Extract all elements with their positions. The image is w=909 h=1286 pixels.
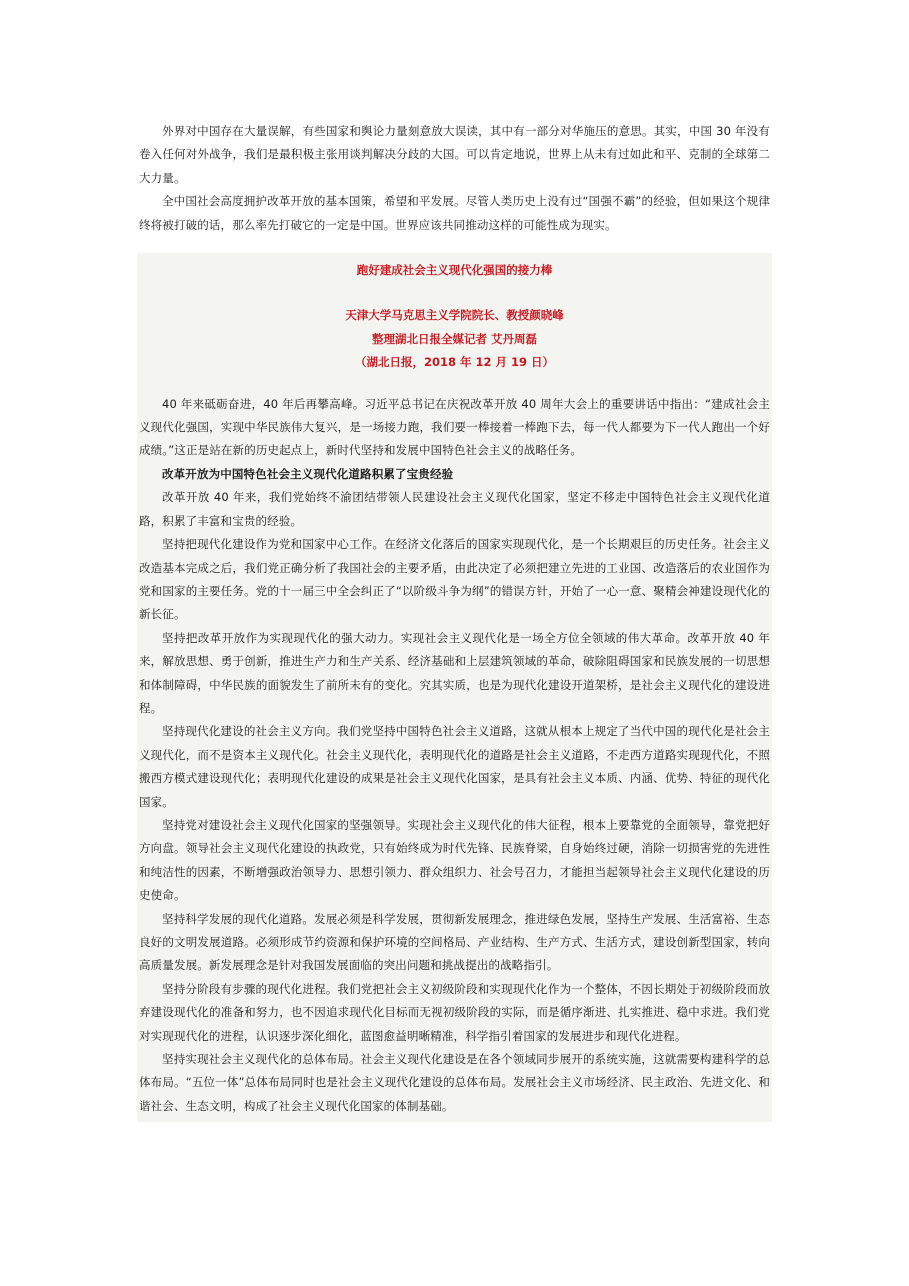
paragraph: 坚持把改革开放作为实现现代化的强大动力。实现社会主义现代化是一场全方位全领域的伟大革命。改革开放 40 年来，解放思想、勇于创新，推进生产力和生产关系、经济基础和上层建筑领域的革命，破除阻碍国家和民族发展的一切思想和体制障碍，中华民族的面貌发生了前所未有的变化。究其实质，也是为现代化建设开道架桥，是社会主义现代化的建设进程。 bbox=[139, 630, 770, 715]
article-intro: 40 年来砥砺奋进，40 年后再攀高峰。习近平总书记在庆祝改革开放 40 周年大会上的重要讲话中指出：“建成社会主义现代化强国，实现中华民族伟大复兴，是一场接力跑，我们要一棒接着一棒跑下去，每一代人都要为下一代人跑出一个好成绩。”这正是站在新的历史起点上，新时代坚持和发展中国特色社会主义的战略任务。 bbox=[139, 396, 770, 458]
article-section bbox=[137, 253, 772, 1122]
spacer bbox=[139, 375, 770, 393]
article-source: （湖北日报，2018 年 12 月 19 日） bbox=[354, 355, 555, 370]
paragraph: 坚持实现社会主义现代化的总体布局。社会主义现代化建设是在各个领域同步展开的系统实施，这就需要构建科学的总体布局。“五位一体”总体布局同时也是社会主义现代化建设的总体布局。发展社会主义市场经济、民主政治、先进文化、和谐社会、生态文明，构成了社会主义现代化国家的体制基础。 bbox=[139, 1052, 770, 1113]
paragraph: 坚持分阶段有步骤的现代化进程。我们党把社会主义初级阶段和实现现代化作为一个整体，不因长期处于初级阶段而放弃建设现代化的准备和努力，也不因追求现代化目标而无视初级阶段的实际，而是循序渐进、扎实推进、稳中求进。我们党对实现现代化的进程，认识逐步深化细化，蓝图愈益明晰精准，科学指引着国家的发展进步和现代化进程。 bbox=[139, 981, 770, 1043]
paragraph: 改革开放 40 年来，我们党始终不渝团结带领人民建设社会主义现代化国家，坚定不移走中国特色社会主义现代化道路，积累了丰富和宝贵的经验。 bbox=[139, 490, 770, 528]
article-subheading: 改革开放为中国特色社会主义现代化道路积累了宝贵经验 bbox=[162, 466, 454, 481]
paragraph: 坚持把现代化建设作为党和国家中心工作。在经济文化落后的国家实现现代化，是一个长期艰巨的历史任务。社会主义改造基本完成之后，我们党正确分析了我国社会的主要矛盾，由此决定了必须把建立先进的工业国、改造落后的农业国作为党和国家的主要任务。党的十一届三中全会纠正了“以阶级斗争为纲”的错误方针，开始了一心一意、聚精会神建设现代化的新长征。 bbox=[139, 537, 770, 622]
article-editor: 整理湖北日报全媒记者 艾丹周磊 bbox=[371, 331, 537, 346]
document-page bbox=[137, 120, 772, 1122]
paragraph: 全中国社会高度拥护改革开放的基本国策，希望和平发展。尽管人类历史上没有过“国强不霸”的经验，但如果这个规律终将被打破的话，那么率先打破它的一定是中国。世界应该共同推动这样的可能性成为现实。 bbox=[139, 194, 770, 232]
article-author: 天津大学马克思主义学院院长、教授颜晓峰 bbox=[345, 308, 564, 323]
paragraph: 坚持科学发展的现代化道路。发展必须是科学发展，贯彻新发展理念，推进绿色发展，坚持生产发展、生活富裕、生态良好的文明发展道路。必须形成节约资源和保护环境的空间格局、产业结构、生产方式、生活方式，建设创新型国家，转向高质量发展。新发展理念是针对我国发展面临的突出问题和挑战提出的战略指引。 bbox=[139, 911, 770, 973]
paragraph: 坚持党对建设社会主义现代化国家的坚强领导。实现社会主义现代化的伟大征程，根本上要靠党的全面领导，靠党把好方向盘。领导社会主义现代化建设的执政党，只有始终成为时代先锋、民族脊梁，自身始终过硬，消除一切损害党的先进性和纯洁性的因素，不断增强政治领导力、思想引领力、群众组织力、社会号召力，才能担当起领导社会主义现代化建设的历史使命。 bbox=[139, 817, 770, 903]
paragraph: 坚持现代化建设的社会主义方向。我们党坚持中国特色社会主义道路，这就从根本上规定了当代中国的现代化是社会主义现代化，而不是资本主义现代化。社会主义现代化，表明现代化的道路是社会主义道路，不走西方道路实现现代化，不照搬西方模式建设现代化；表明现代化建设的成果是社会主义现代化国家，是具有社会主义本质、内涵、优势、特征的现代化国家。 bbox=[139, 724, 770, 809]
paragraph: 外界对中国存在大量误解，有些国家和舆论力量刻意放大误读，其中有一部分对华施压的意思。其实，中国 30 年没有卷入任何对外战争，我们是最积极主张用谈判解决分歧的大国。可以肯定地说，世界上从未有过如此和平、克制的全球第二大力量。 bbox=[139, 124, 770, 185]
article-title: 跑好建成社会主义现代化强国的接力棒 bbox=[356, 263, 553, 278]
intro-section bbox=[137, 120, 772, 237]
